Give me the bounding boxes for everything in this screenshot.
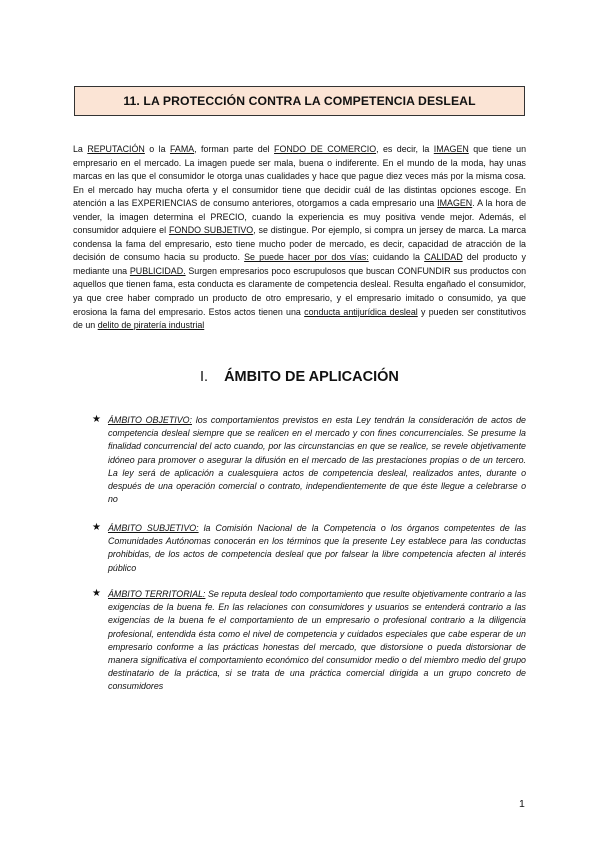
intro-keyword: REPUTACIÓN	[87, 144, 145, 154]
section-number: I.	[200, 369, 209, 385]
intro-text: . A la hora de vender, la imagen determina el PRECIO, cuando la experiencia es muy positiva vende mejor. Además, el consumidor adquiere el	[73, 198, 527, 236]
intro-text: cuidando la	[368, 252, 425, 263]
intro-keyword: conducta antijurídica desleal	[304, 306, 418, 317]
intro-text: y pueden ser constitutivos de un	[73, 306, 526, 331]
intro-text: que tiene un empresario en el mercado. La imagen puede ser mala, buena o indiferente. En el mundo de la moda, hay unas marcas en las que el consumidor le otorga unas cualidades y hace que pague diez veces más por la misma cosa. En el mercado hay mucha oferta y el consumidor tiene que decidir cuál de las distintas opciones escoge. En atención a las EXPERIENCIAS de consumo anteriores, otorgamos a cada empresario una	[73, 144, 527, 209]
intro-text: , forman parte del	[194, 144, 275, 154]
intro-text: La	[73, 144, 88, 154]
intro-text: , se distingue. Por ejemplo, si compra un jersey de marca. La marca condensa la fama del empresario, esto tiene mucho poder de mercado, es decir, capacidad de atracción de la decisión de consumo hacia su producto.	[73, 225, 527, 263]
intro-keyword: Se puede hacer por dos vías:	[244, 252, 369, 263]
intro-keyword: delito de piratería industrial	[97, 320, 205, 331]
intro-keyword: CALIDAD	[424, 252, 463, 263]
intro-paragraph	[73, 143, 526, 333]
bullet-heading: ÁMBITO SUBJETIVO:	[108, 523, 199, 533]
intro-keyword: FONDO DE COMERCIO	[274, 144, 377, 154]
intro-keyword: IMAGEN	[433, 144, 469, 154]
bullet-text: los comportamientos previstos en esta Ley tendrán la consideración de actos de competencia desleal siempre que se realicen en el mercado y con fines concurrenciales. Se presume la finalidad concurrencial del acto cuando, por las circunstancias en que se realice, se revele objetivamente idóneo para promover o asegurar la difusión en el mercado de las prestaciones propias o de un tercero. La ley será de aplicación a cualesquiera actos de competencia desleal, realizados antes, durante o después de una operación comercial o contrato, independientemente de que éste llegue a celebrarse o no	[108, 415, 526, 505]
document-title: 11. LA PROTECCIÓN CONTRA LA COMPETENCIA DESLEAL	[123, 94, 476, 108]
intro-keyword: FONDO SUBJETIVO	[168, 225, 254, 236]
document-title-box	[74, 86, 525, 116]
bullet-text: la Comisión Nacional de la Competencia o los órganos competentes de las Comunidades Autónomas conocerán en los términos que la presente Ley establece para las conductas prohibidas, de los actos de competencia desleal que por falsear la libre competencia afecten al interés público	[108, 523, 526, 573]
star-icon: ★	[92, 522, 101, 533]
star-icon: ★	[92, 588, 101, 599]
intro-keyword: IMAGEN	[437, 198, 473, 209]
page-number: 1	[519, 798, 525, 810]
intro-text: , es decir, la	[376, 144, 434, 154]
intro-keyword: PUBLICIDAD.	[129, 265, 186, 276]
intro-text: o la	[144, 144, 170, 154]
bullet-subjetivo	[92, 522, 526, 575]
bullet-text: Se reputa desleal todo comportamiento que resulte objetivamente contrario a las exigencias de la buena fe. En las relaciones con consumidores y usuarios se entenderá contrario a las exigencias de la buena fe el comportamiento de un empresario o profesional contrario a la diligencia profesional, entendida ésta como el nivel de competencia y cuidados especiales que cabe esperar de un empresario conforme a las prácticas honestas del mercado, que distorsione o pueda distorsionar de manera significativa el comportamiento económico del consumidor medio o del miembro medio del grupo destinatario de la práctica, si se trata de una práctica comercial dirigida a un grupo concreto de consumidores	[108, 589, 527, 692]
intro-text: del producto y mediante una	[73, 252, 526, 276]
intro-text: Surgen empresarios poco escrupulosos que buscan CONFUNDIR sus productos con aquellos que tienen fama, esta conducta es claramente de competencia desleal. Resulta engañado el consumidor, ya que cree haber comprado un producto de otro empresario, y el empresario imitado o consumido, ya que erosiona la fama del empresario. Estos actos tienen una	[73, 265, 526, 317]
section-title: ÁMBITO DE APLICACIÓN	[224, 369, 399, 385]
bullet-heading: ÁMBITO OBJETIVO:	[108, 415, 192, 425]
bullet-objetivo	[92, 414, 526, 506]
bullet-territorial	[92, 588, 526, 694]
intro-keyword: FAMA	[169, 144, 195, 154]
bullet-heading: ÁMBITO TERRITORIAL:	[108, 589, 206, 599]
star-icon: ★	[92, 414, 101, 425]
section-heading	[200, 369, 399, 385]
